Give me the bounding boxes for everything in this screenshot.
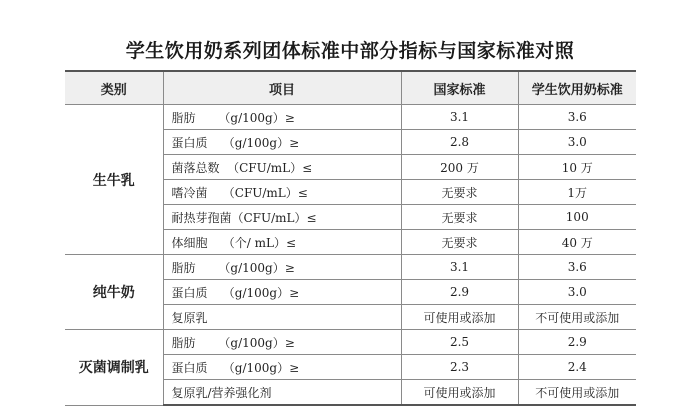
item-cell: 复原乳	[163, 305, 401, 330]
student-value: 40 万	[518, 230, 636, 255]
header-category: 类别	[65, 71, 163, 105]
item-cell: 脂肪 （g/100g）≥	[163, 105, 401, 130]
item-cell: 蛋白质 （g/100g）≥	[163, 130, 401, 155]
student-value: 2.4	[518, 355, 636, 380]
national-value: 可使用或添加	[401, 305, 518, 330]
student-value: 10 万	[518, 155, 636, 180]
table-row	[65, 105, 636, 130]
student-value: 100	[518, 205, 636, 230]
national-value: 无要求	[401, 205, 518, 230]
national-value: 无要求	[401, 180, 518, 205]
item-cell: 复原乳/营养强化剂	[163, 380, 401, 406]
item-cell: 蛋白质 （g/100g）≥	[163, 280, 401, 305]
category-cell: 生牛乳	[65, 105, 163, 255]
item-cell: 蛋白质 （g/100g）≥	[163, 355, 401, 380]
national-value: 3.1	[401, 255, 518, 280]
item-cell: 嗜冷菌 （CFU/mL）≤	[163, 180, 401, 205]
item-cell: 体细胞 （个/ mL）≤	[163, 230, 401, 255]
student-value: 3.6	[518, 105, 636, 130]
header-student-standard: 学生饮用奶标准	[518, 71, 636, 105]
national-value: 2.5	[401, 330, 518, 355]
national-value: 200 万	[401, 155, 518, 180]
national-value: 无要求	[401, 230, 518, 255]
category-cell: 纯牛奶	[65, 255, 163, 330]
document-title: 学生饮用奶系列团体标准中部分指标与国家标准对照	[125, 40, 575, 62]
item-cell: 耐热芽孢菌（CFU/mL）≤	[163, 205, 401, 230]
header-item: 项目	[163, 71, 401, 105]
national-value: 可使用或添加	[401, 380, 518, 406]
header-row	[65, 71, 636, 105]
table-row	[65, 255, 636, 280]
item-cell: 菌落总数 （CFU/mL）≤	[163, 155, 401, 180]
national-value: 2.8	[401, 130, 518, 155]
student-value: 2.9	[518, 330, 636, 355]
national-value: 2.3	[401, 355, 518, 380]
national-value: 3.1	[401, 105, 518, 130]
table-row	[65, 330, 636, 355]
header-national-standard: 国家标准	[401, 71, 518, 105]
student-value: 不可使用或添加	[518, 380, 636, 406]
student-value: 1万	[518, 180, 636, 205]
national-value: 2.9	[401, 280, 518, 305]
standards-table	[65, 70, 636, 406]
student-value: 3.0	[518, 130, 636, 155]
item-cell: 脂肪 （g/100g）≥	[163, 330, 401, 355]
student-value: 3.6	[518, 255, 636, 280]
category-cell: 灭菌调制乳	[65, 330, 163, 406]
student-value: 3.0	[518, 280, 636, 305]
item-cell: 脂肪 （g/100g）≥	[163, 255, 401, 280]
student-value: 不可使用或添加	[518, 305, 636, 330]
